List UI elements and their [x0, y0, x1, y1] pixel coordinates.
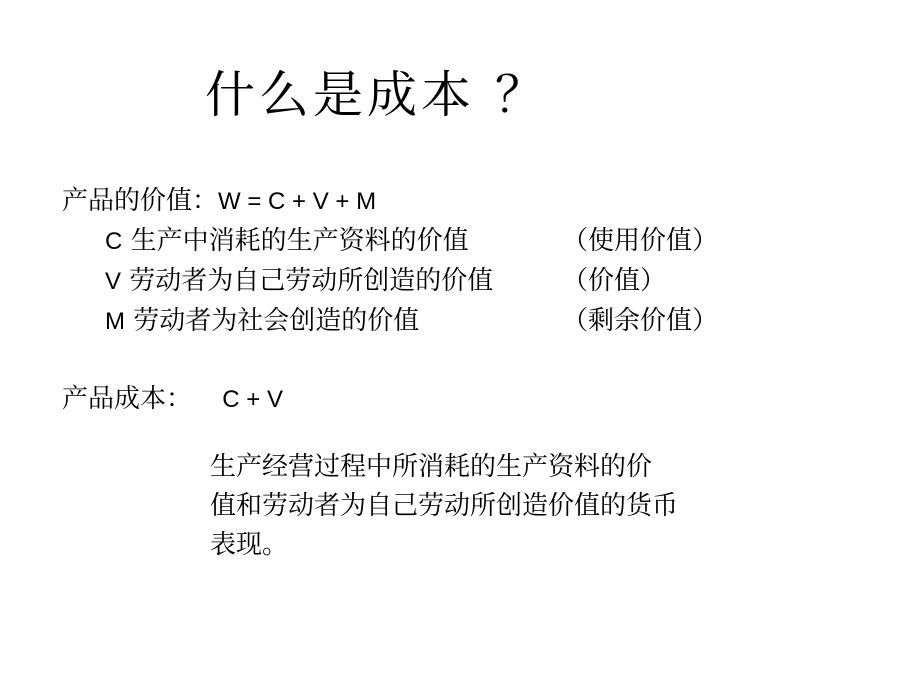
- cost-description: [210, 448, 770, 565]
- slide-title: 什么是成本 ？: [205, 66, 549, 124]
- component-text: 劳动者为自己劳动所创造的价值: [129, 266, 494, 296]
- component-symbol: C: [105, 228, 123, 255]
- product-value-label: 产品的价值：: [62, 186, 219, 216]
- cost-description-line: 表现。: [210, 530, 289, 560]
- component-row-m: [105, 306, 419, 337]
- product-cost-label: 产品成本：: [62, 384, 193, 414]
- component-row-c: [105, 226, 469, 257]
- component-row-v: [105, 266, 493, 297]
- component-text: 生产中消耗的生产资料的价值: [130, 226, 469, 256]
- component-symbol: V: [105, 268, 122, 295]
- product-value-line: [62, 186, 376, 217]
- product-cost-line: [62, 384, 283, 415]
- product-value-formula: W = C + V + M: [218, 188, 377, 215]
- component-text: 劳动者为社会创造的价值: [133, 306, 420, 336]
- component-symbol: M: [105, 308, 125, 335]
- component-category: （使用价值）: [562, 226, 719, 256]
- cost-description-line: 生产经营过程中所消耗的生产资料的价: [210, 452, 653, 482]
- cost-description-line: 值和劳动者为自己劳动所创造价值的货币: [210, 491, 679, 521]
- product-cost-formula: C + V: [222, 386, 283, 413]
- component-category: （价值）: [562, 266, 667, 296]
- component-category: （剩余价值）: [562, 306, 719, 336]
